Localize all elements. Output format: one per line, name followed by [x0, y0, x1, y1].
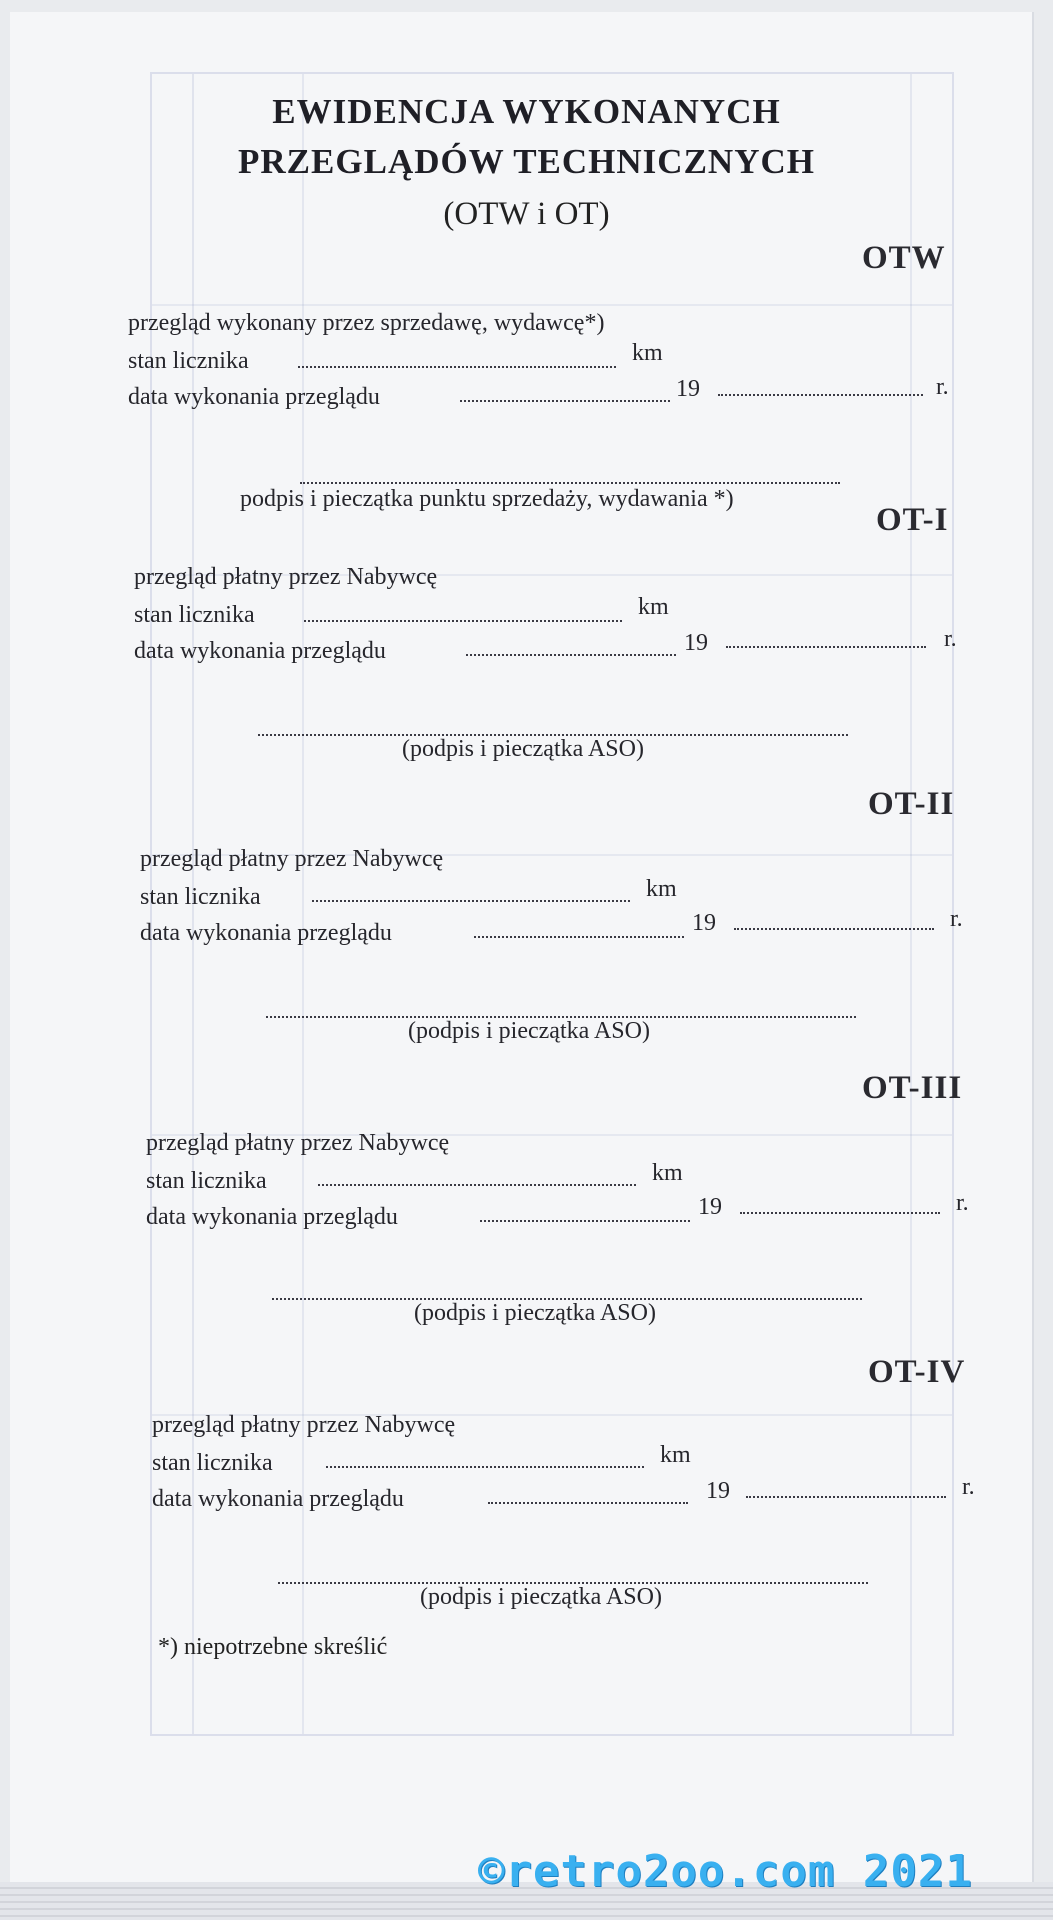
- year-field[interactable]: [746, 1496, 946, 1498]
- date-label: data wykonania przeglądu: [146, 1204, 398, 1230]
- signature-label: podpis i pieczątka punktu sprzedaży, wydawania *): [240, 486, 734, 512]
- km-unit: km: [660, 1442, 691, 1468]
- year-field[interactable]: [726, 646, 926, 648]
- counter-label: stan licznika: [146, 1168, 267, 1194]
- date-label: data wykonania przeglądu: [128, 384, 380, 410]
- year-prefix: 19: [676, 376, 700, 402]
- counter-label: stan licznika: [134, 602, 255, 628]
- km-unit: km: [632, 340, 663, 366]
- signature-label: (podpis i pieczątka ASO): [420, 1584, 662, 1610]
- date-label: data wykonania przeglądu: [152, 1486, 404, 1512]
- signature-label: (podpis i pieczątka ASO): [408, 1018, 650, 1044]
- section-code-ot-i: OT-I: [876, 502, 949, 538]
- year-field[interactable]: [734, 928, 934, 930]
- counter-field[interactable]: [318, 1184, 636, 1186]
- section-code-ot-iii: OT-III: [862, 1070, 963, 1106]
- date-day-field[interactable]: [466, 654, 676, 656]
- inspection-type-text: przegląd płatny przez Nabywcę: [152, 1412, 456, 1438]
- year-suffix: r.: [944, 626, 957, 652]
- date-label: data wykonania przeglądu: [134, 638, 386, 664]
- document-title-line1: EWIDENCJA WYKONANYCH: [272, 92, 781, 131]
- km-unit: km: [646, 876, 677, 902]
- signature-line[interactable]: [300, 482, 840, 484]
- year-prefix: 19: [698, 1194, 722, 1220]
- counter-label: stan licznika: [140, 884, 261, 910]
- counter-field[interactable]: [304, 620, 622, 622]
- year-field[interactable]: [718, 394, 923, 396]
- date-day-field[interactable]: [460, 400, 670, 402]
- date-day-field[interactable]: [474, 936, 684, 938]
- year-prefix: 19: [692, 910, 716, 936]
- year-suffix: r.: [936, 374, 949, 400]
- year-suffix: r.: [950, 906, 963, 932]
- year-suffix: r.: [962, 1474, 975, 1500]
- inspection-type-text: przegląd wykonany przez sprzedawę, wydawcę*): [128, 310, 605, 336]
- section-code-ot-iv: OT-IV: [868, 1354, 966, 1390]
- date-day-field[interactable]: [488, 1502, 688, 1504]
- inspection-type-text: przegląd płatny przez Nabywcę: [140, 846, 444, 872]
- year-field[interactable]: [740, 1212, 940, 1214]
- signature-label: (podpis i pieczątka ASO): [414, 1300, 656, 1326]
- year-prefix: 19: [684, 630, 708, 656]
- date-label: data wykonania przeglądu: [140, 920, 392, 946]
- inspection-type-text: przegląd płatny przez Nabywcę: [146, 1130, 450, 1156]
- year-suffix: r.: [956, 1190, 969, 1216]
- counter-label: stan licznika: [152, 1450, 273, 1476]
- section-code-ot-ii: OT-II: [868, 786, 955, 822]
- document-title-line2: PRZEGLĄDÓW TECHNICZNYCH: [238, 142, 815, 181]
- signature-label: (podpis i pieczątka ASO): [402, 736, 644, 762]
- counter-field[interactable]: [326, 1466, 644, 1468]
- counter-field[interactable]: [312, 900, 630, 902]
- inspection-type-text: przegląd płatny przez Nabywcę: [134, 564, 438, 590]
- date-day-field[interactable]: [480, 1220, 690, 1222]
- footnote: *) niepotrzebne skreślić: [158, 1634, 388, 1660]
- document-subtitle: (OTW i OT): [443, 196, 610, 232]
- km-unit: km: [652, 1160, 683, 1186]
- watermark: ©retro2oo.com 2021: [478, 1846, 973, 1897]
- year-prefix: 19: [706, 1478, 730, 1504]
- km-unit: km: [638, 594, 669, 620]
- counter-label: stan licznika: [128, 348, 249, 374]
- counter-field[interactable]: [298, 366, 616, 368]
- section-code-otw: OTW: [862, 240, 946, 276]
